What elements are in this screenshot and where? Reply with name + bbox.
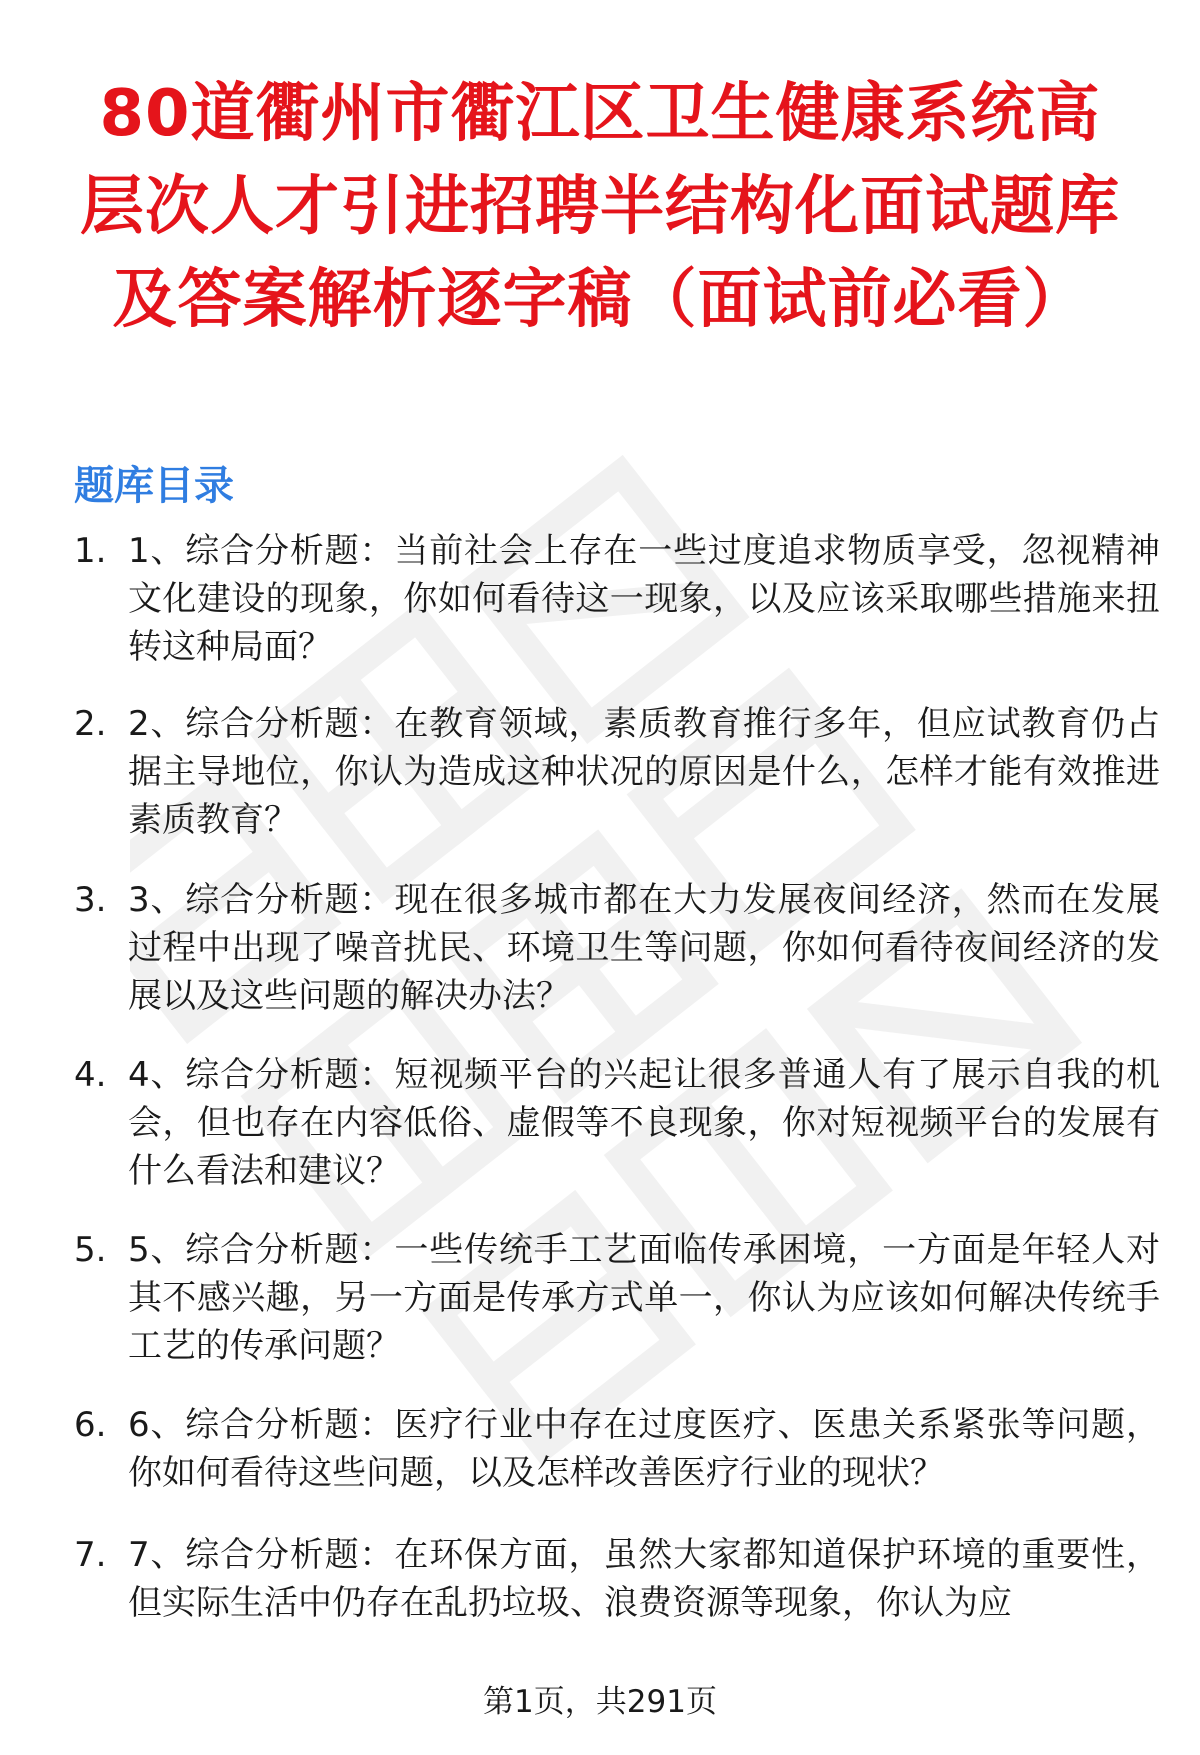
toc-item [74, 1531, 1164, 1627]
page-footer: 第1页，共291页 [483, 1684, 717, 1720]
toc-item-text: 1、综合分析题：当前社会上存在一些过度追求物质享受，忽视精神文化建设的现象，你如何看待这一现象，以及应该采取哪些措施来扭转这种局面？ [128, 531, 1160, 667]
toc-item-number: 5. [74, 1230, 107, 1270]
toc-item-number: 6. [74, 1405, 107, 1445]
toc-item [74, 1401, 1164, 1497]
toc-item-text: 7、综合分析题：在环保方面，虽然大家都知道保护环境的重要性，但实际生活中仍存在乱扔垃圾、浪费资源等现象，你认为应 [128, 1535, 1160, 1623]
toc-item [74, 1051, 1164, 1195]
toc-item-number: 2. [74, 704, 107, 744]
toc-item [74, 1226, 1164, 1370]
toc-item-text: 2、综合分析题：在教育领域，素质教育推行多年，但应试教育仍占据主导地位，你认为造成这种状况的原因是什么，怎样才能有效推进素质教育？ [128, 704, 1160, 840]
toc-item-number: 1. [74, 531, 107, 571]
toc-item-number: 4. [74, 1055, 107, 1095]
toc-item [74, 876, 1164, 1020]
toc-heading: 题库目录 [74, 463, 234, 509]
document-title: 80道衢州市衢江区卫生健康系统高层次人才引进招聘半结构化面试题库及答案解析逐字稿（面试前必看） [80, 77, 1120, 337]
toc-item-text: 6、综合分析题：医疗行业中存在过度医疗、医患关系紧张等问题，你如何看待这些问题，以及怎样改善医疗行业的现状？ [128, 1405, 1160, 1493]
toc-item [74, 700, 1164, 844]
toc-item-text: 3、综合分析题：现在很多城市都在大力发展夜间经济，然而在发展过程中出现了噪音扰民、环境卫生等问题，你如何看待夜间经济的发展以及这些问题的解决办法？ [128, 880, 1160, 1016]
toc-item-number: 3. [74, 880, 107, 920]
toc-item-text: 4、综合分析题：短视频平台的兴起让很多普通人有了展示自我的机会，但也存在内容低俗、虚假等不良现象，你对短视频平台的发展有什么看法和建议？ [128, 1055, 1160, 1191]
toc-item [74, 527, 1164, 671]
toc-item-number: 7. [74, 1535, 107, 1575]
toc-item-text: 5、综合分析题：一些传统手工艺面临传承困境，一方面是年轻人对其不感兴趣，另一方面是传承方式单一，你认为应该如何解决传统手工艺的传承问题？ [128, 1230, 1160, 1366]
